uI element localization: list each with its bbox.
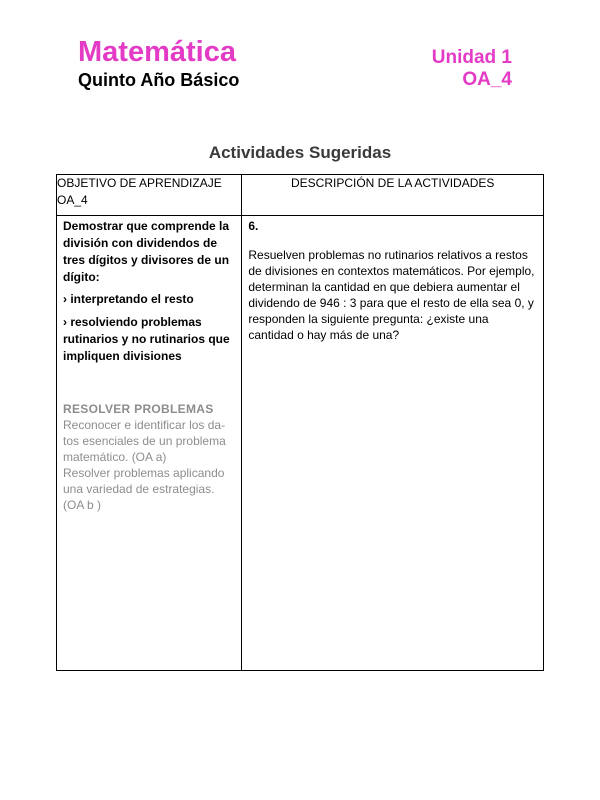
table-header-row [57, 175, 544, 216]
activity-description-cell [242, 216, 544, 671]
unit-label: Unidad 1 [431, 47, 512, 68]
grade-label: Quinto Año Básico [78, 70, 240, 90]
objective-item: › interpretando el resto [63, 292, 194, 306]
skill-line: tos esenciales de un problema [63, 434, 226, 448]
objective-cell [57, 216, 242, 671]
activity-number: 6. [248, 219, 259, 233]
objective-column-header: OBJETIVO DE APRENDIZAJE OA_4 [57, 175, 242, 216]
table-body-row [57, 216, 544, 671]
skill-line: una variedad de estrategias. [63, 482, 215, 496]
activity-table [56, 174, 544, 671]
activity-text: Resuelven problemas no rutinarios relativos a restos de divisiones en contextos matemáticos. Por ejemplo, determinan la cantidad en que debiera aumentar el dividendo de 946 : 3 para que el resto de ella sea 0, y responden la siguiente pregunta: ¿existe una cantidad o hay más de una? [248, 248, 535, 342]
skill-line: Reconocer e identificar los da- [63, 418, 226, 432]
section-title: Actividades Sugeridas [208, 143, 392, 162]
skill-line: Resolver problemas aplicando [63, 466, 225, 480]
subject-title: Matemática [78, 36, 236, 68]
skills-box [63, 401, 235, 513]
objective-statement: Demostrar que comprende la división con dividendos de tres dígitos y divisores de un dígito: [63, 219, 230, 284]
oa-code-label: OA_4 [462, 69, 512, 90]
objective-item: › resolviendo problemas rutinarios y no rutinarios que impliquen divisiones [63, 315, 230, 363]
skill-line: (OA b ) [63, 498, 102, 512]
skills-title: RESOLVER PROBLEMAS [63, 402, 214, 416]
skill-line: matemático. (OA a) [63, 450, 167, 464]
description-column-header: DESCRIPCIÓN DE LA ACTIVIDADES [242, 175, 544, 216]
